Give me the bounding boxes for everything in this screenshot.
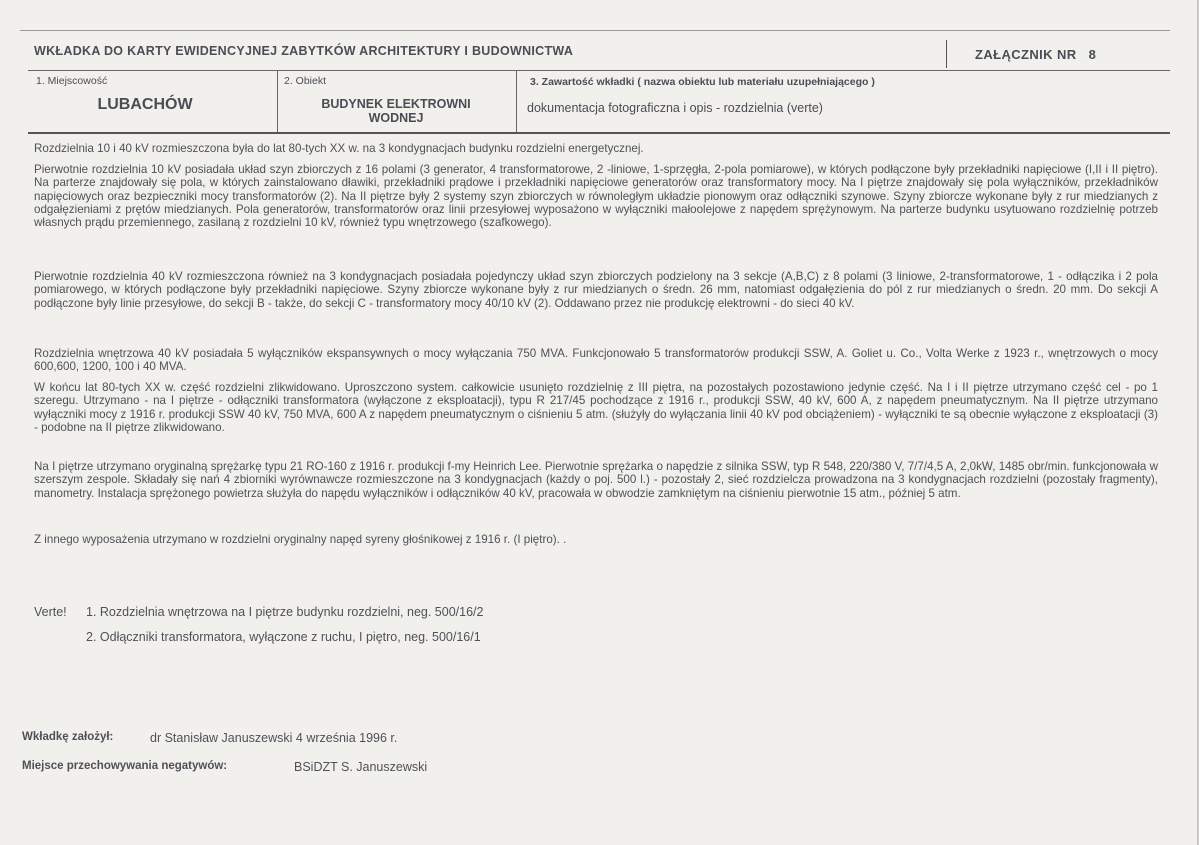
- object-value-line1: BUDYNEK ELEKTROWNI: [321, 97, 471, 111]
- author-label: Wkładkę założył:: [22, 731, 114, 743]
- content-value: dokumentacja fotograficzna i opis - rozdzielnia (verte): [527, 101, 823, 115]
- paragraph-5: W końcu lat 80-tych XX w. część rozdzielni zlikwidowano. Uproszczono system. całkowicie usunięto rozdzielnię z III piętra, na pozostałych pozostawiono jedynie część. Na I i II piętrze utrzymano część cel - po 1 szeregu. Utrzymano - na I piętrze - odłączniki transformatora (wyłączone z eksploatacji), typu R 217/45 pochodzące z 1916 r., produkcji SSW, 40 kV, 600 A, z napędem pneumatycznym. Na II piętrze utrzymano wyłączniki mocy z 1916 r. produkcji SSW 40 kV, 750 MVA, 600 A z napędem pneumatycznym o ciśnieniu 5 atm. (służyły do wyłączania linii 40 kV pod obciążeniem) - wyłączniki te są obecnie wyłączone z eksploatacji (3) - podobne na II piętrze zlikwidowano.: [34, 381, 1158, 434]
- paragraph-2: Pierwotnie rozdzielnia 10 kV posiadała układ szyn zbiorczych z 16 polami (3 generator, 4 transformatorowe, 2 -liniowe, 1-sprzęgła, 2-pola pomiarowe), w których podłączone były przekładniki napięciowe (I,II i II piętro). Na parterze znajdowały się pola, w których zainstalowano dławiki, przekładniki prądowe i przekładniki napięciowe generatorów oraz transformatory mocy. Na I piętrze znajdowały się pola wyłączników, przekładników napięciowych oraz bezpieczniki mocy transformatorów (2). Na II piętrze były 2 systemy szyn zbiorczych w równoległym układzie pionowym oraz odłączniki szynowe. Szyny zbiorcze wykonane były z rur miedzianych z odgałęzieniami z prętów miedzianych. Pola generatorów, transformatorów oraz linii przesyłowej wyposażono w wyłączniki małoolejowe z napędem sprężynowym. Na parterze budynku usytuowano rozdzielnię potrzeb własnych prądu przemiennego, zasilaną z rozdzielni 10 kV, również typu wnętrzowego (szafkowego).: [34, 163, 1158, 230]
- table-top-border: [28, 70, 1170, 71]
- author-value: dr Stanisław Januszewski 4 września 1996 r.: [150, 731, 398, 745]
- object-value: [282, 97, 510, 125]
- attachment-heading: [975, 47, 1096, 62]
- table-bottom-border: [28, 132, 1170, 134]
- header-separator: [946, 40, 947, 68]
- paragraph-4: Rozdzielnia wnętrzowa 40 kV posiadała 5 wyłączników ekspansywnych o mocy wyłączania 750 MVA. Funkcjonowało 5 transformatorów produkcji SSW, A. Goliet u. Co., Volta Werke z 1923 r., wnętrzowych o mocy 600,600, 1200, 100 i 40 MVA.: [34, 347, 1158, 374]
- object-value-line2: WODNEJ: [368, 111, 424, 125]
- verte-item-2: 2. Odłączniki transformatora, wyłączone z ruchu, I piętro, neg. 500/16/1: [86, 630, 481, 644]
- object-label: 2. Obiekt: [284, 75, 327, 87]
- attachment-label: ZAŁĄCZNIK NR: [975, 47, 1077, 62]
- paragraph-1: Rozdzielnia 10 i 40 kV rozmieszczona była do lat 80-tych XX w. na 3 kondygnacjach budynku rozdzielni energetycznej.: [34, 142, 644, 155]
- storage-label: Miejsce przechowywania negatywów:: [22, 760, 228, 772]
- paragraph-7: Z innego wyposażenia utrzymano w rozdzielni oryginalny napęd syreny głośnikowej z 1916 r. (I piętro). .: [34, 533, 567, 546]
- location-value: LUBACHÓW: [97, 96, 193, 113]
- verte-item-1: 1. Rozdzielnia wnętrzowa na I piętrze budynku rozdzielni, neg. 500/16/2: [86, 605, 484, 619]
- form-title: WKŁADKA DO KARTY EWIDENCYJNEJ ZABYTKÓW ARCHITEKTURY I BUDOWNICTWA: [34, 44, 574, 58]
- location-label: 1. Miejscowość: [36, 75, 108, 87]
- paragraph-6: Na I piętrze utrzymano oryginalną sprężarkę typu 21 RO-160 z 1916 r. produkcji f-my Heinrich Lee. Pierwotnie sprężarka o napędzie z silnika SSW, typ R 548, 220/380 V, 7/7/4,5 A, 2,0kW, 1485 obr/min. funkcjonowała w szerszym zespole. Składały się nań 4 zbiorniki wyrównawcze rozmieszczone na 3 kondygnacjach (każdy o poj. 500 l.) - pozostały 2, sieć rozdzielcza prowadzona na 3 kondygnacjach rozdzielni (pozostały fragmenty), manometry. Instalacja sprężonego powietrza służyła do napędu wyłączników i odłączników 40 kV, pracowała w obwodzie zamkniętym na ciśnieniu pierwotnie 15 atm., później 5 atm.: [34, 460, 1158, 500]
- verte-label: Verte!: [34, 605, 67, 619]
- storage-value: BSiDZT S. Januszewski: [294, 760, 428, 774]
- cell-divider-2: [516, 70, 517, 132]
- content-label: 3. Zawartość wkładki ( nazwa obiektu lub materiału uzupełniającego ): [530, 76, 875, 88]
- cell-divider-1: [277, 70, 278, 132]
- attachment-number: 8: [1088, 47, 1097, 62]
- paragraph-3: Pierwotnie rozdzielnia 40 kV rozmieszczona również na 3 kondygnacjach posiadała pojedynczy układ szyn zbiorczych podzielony na 3 sekcje (A,B,C) z 8 polami (3 liniowe, 2-transformatorowe, 1 - odłączika i 2 pola pomiarowego, w których podłączone były przekładniki napięciowe. Szyny zbiorcze wykonane były z rur miedzianych o średn. 26 mm, natomiast odgałęzienia do pól z rur miedzianych o średn. 20 mm. Do sekcji A podłączone były linie przesyłowe, do sekcji B - także, do sekcji C - transformatory mocy 40/10 kV (2). Oddawano przez nie produkcję elektrowni - do sieci 40 kV.: [34, 270, 1158, 310]
- top-divider: [20, 30, 1170, 31]
